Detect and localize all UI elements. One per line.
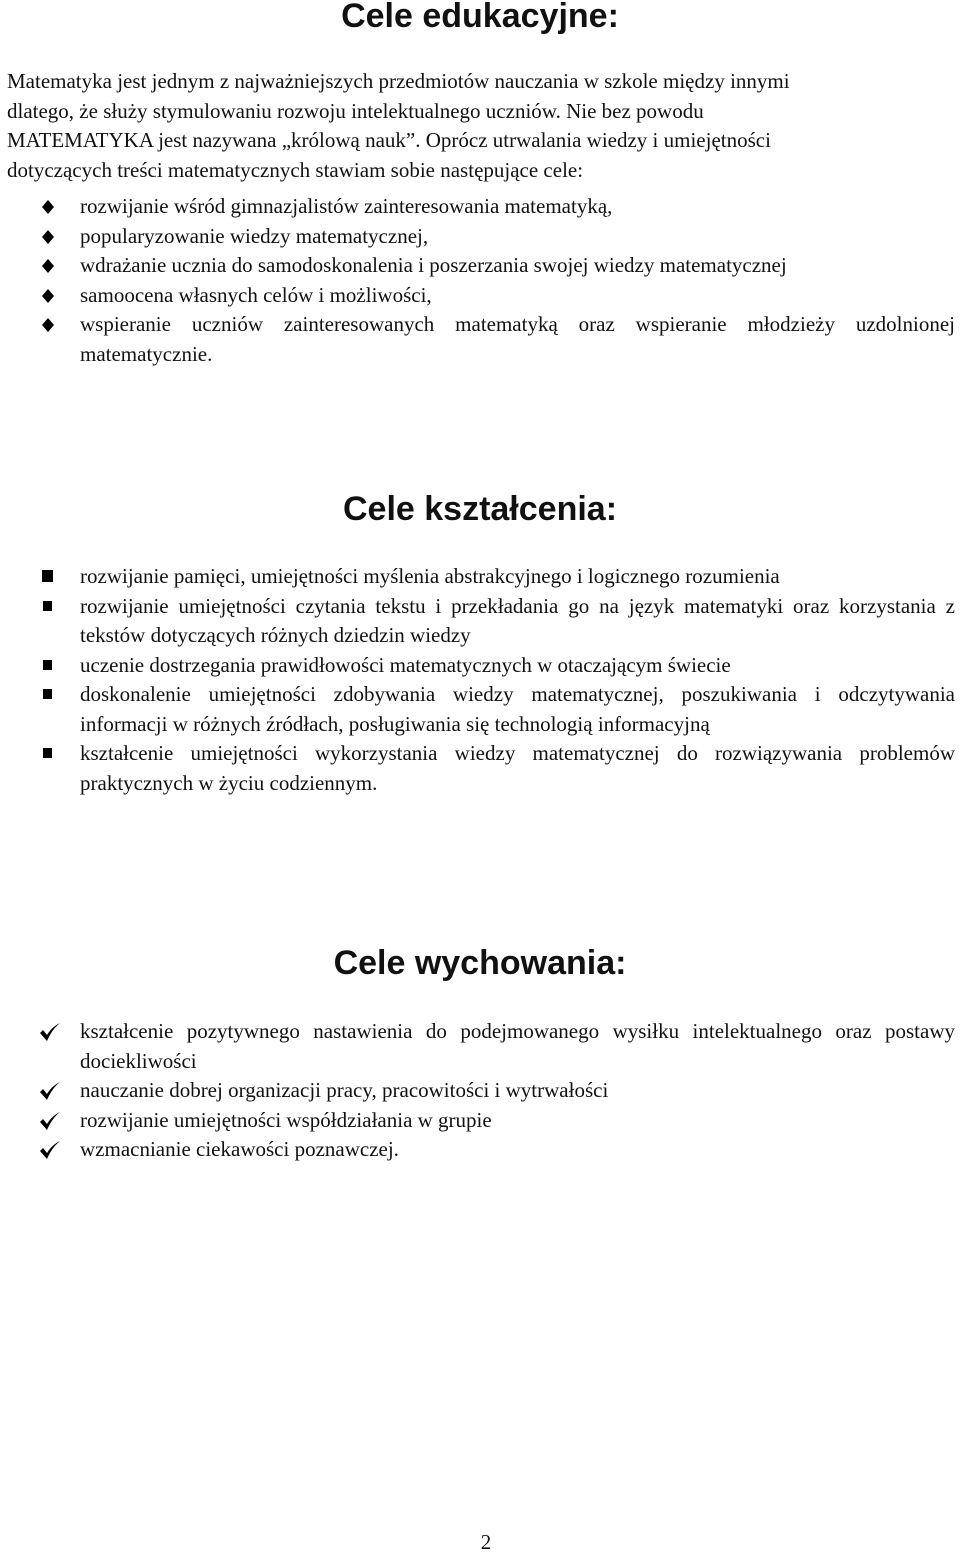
list-item-text: uczenie dostrzegania prawidłowości matematycznych w otaczającym świecie: [80, 652, 731, 677]
list-item: [0, 222, 955, 252]
intro-line: Matematyka jest jednym z najważniejszych przedmiotów nauczania w szkole między innymi: [7, 69, 790, 93]
list-item: [0, 1017, 955, 1076]
section-title-teaching-goals: Cele kształcenia:: [342, 490, 618, 528]
list-item-text: wspieranie uczniów zainteresowanych matematyką oraz wspieranie młodzieży uzdolnionej matematycznie.: [80, 312, 955, 366]
teaching-goals-list: [0, 562, 955, 798]
list-item-text: popularyzowanie wiedzy matematycznej,: [80, 223, 429, 248]
list-item: [0, 592, 955, 651]
checkmark-icon: [0, 1017, 80, 1047]
list-item-text: kształcenie pozytywnego nastawienia do podejmowanego wysiłku intelektualnego oraz postawy dociekliwości: [80, 1019, 955, 1073]
diamond-icon: [0, 192, 80, 222]
intro-line: dotyczących treści matematycznych stawiam sobie następujące cele:: [7, 157, 584, 182]
list-item: [0, 310, 955, 369]
list-item: [0, 1135, 955, 1165]
square-icon: [0, 651, 80, 681]
list-item-text: wdrażanie ucznia do samodoskonalenia i poszerzania swojej wiedzy matematycznej: [80, 253, 787, 277]
list-item-text: wzmacnianie ciekawości poznawczej.: [80, 1137, 399, 1161]
list-item: [0, 1076, 955, 1106]
list-item-text: doskonalenie umiejętności zdobywania wiedzy matematycznej, poszukiwania i odczytywania informacji w różnych źródłach, posługiwania się technologią informacyjną: [80, 682, 955, 736]
list-item: [0, 680, 955, 739]
intro-line: MATEMATYKA jest nazywana „królową nauk”. Oprócz utrwalania wiedzy i umiejętności: [7, 128, 771, 152]
list-item-text: rozwijanie pamięci, umiejętności myślenia abstrakcyjnego i logicznego rozumienia: [80, 564, 780, 588]
intro-paragraph: [7, 67, 953, 185]
checkmark-icon: [0, 1076, 80, 1106]
intro-line: dlatego, że służy stymulowaniu rozwoju intelektualnego uczniów. Nie bez powodu: [7, 98, 704, 123]
section-title-upbringing-goals: Cele wychowania:: [333, 944, 627, 982]
diamond-icon: [0, 281, 80, 311]
square-icon: [0, 562, 80, 592]
upbringing-goals-list: [0, 1017, 955, 1165]
square-icon: [0, 592, 80, 622]
list-item-text: nauczanie dobrej organizacji pracy, pracowitości i wytrwałości: [80, 1078, 609, 1102]
square-icon: [0, 739, 80, 769]
list-item: [0, 281, 955, 311]
section-title-educational-goals: Cele edukacyjne:: [341, 0, 619, 35]
list-item-text: rozwijanie wśród gimnazjalistów zainteresowania matematyką,: [80, 194, 613, 218]
checkmark-icon: [0, 1106, 80, 1136]
page-number: 2: [480, 1530, 492, 1554]
list-item: [0, 192, 955, 222]
diamond-icon: [0, 251, 80, 281]
list-item: [0, 651, 955, 681]
list-item-text: rozwijanie umiejętności czytania tekstu i przekładania go na język matematyki oraz korzystania z tekstów dotyczących różnych dziedzin wiedzy: [80, 593, 955, 647]
diamond-icon: [0, 222, 80, 252]
list-item-text: rozwijanie umiejętności współdziałania w grupie: [80, 1107, 492, 1132]
square-icon: [0, 680, 80, 710]
diamond-icon: [0, 310, 80, 340]
list-item: [0, 251, 955, 281]
list-item-text: kształcenie umiejętności wykorzystania wiedzy matematycznej do rozwiązywania problemów praktycznych w życiu codziennym.: [80, 741, 955, 795]
list-item: [0, 739, 955, 798]
list-item-text: samoocena własnych celów i możliwości,: [80, 282, 432, 307]
checkmark-icon: [0, 1135, 80, 1165]
list-item: [0, 1106, 955, 1136]
educational-goals-list: [0, 192, 955, 369]
list-item: [0, 562, 955, 592]
